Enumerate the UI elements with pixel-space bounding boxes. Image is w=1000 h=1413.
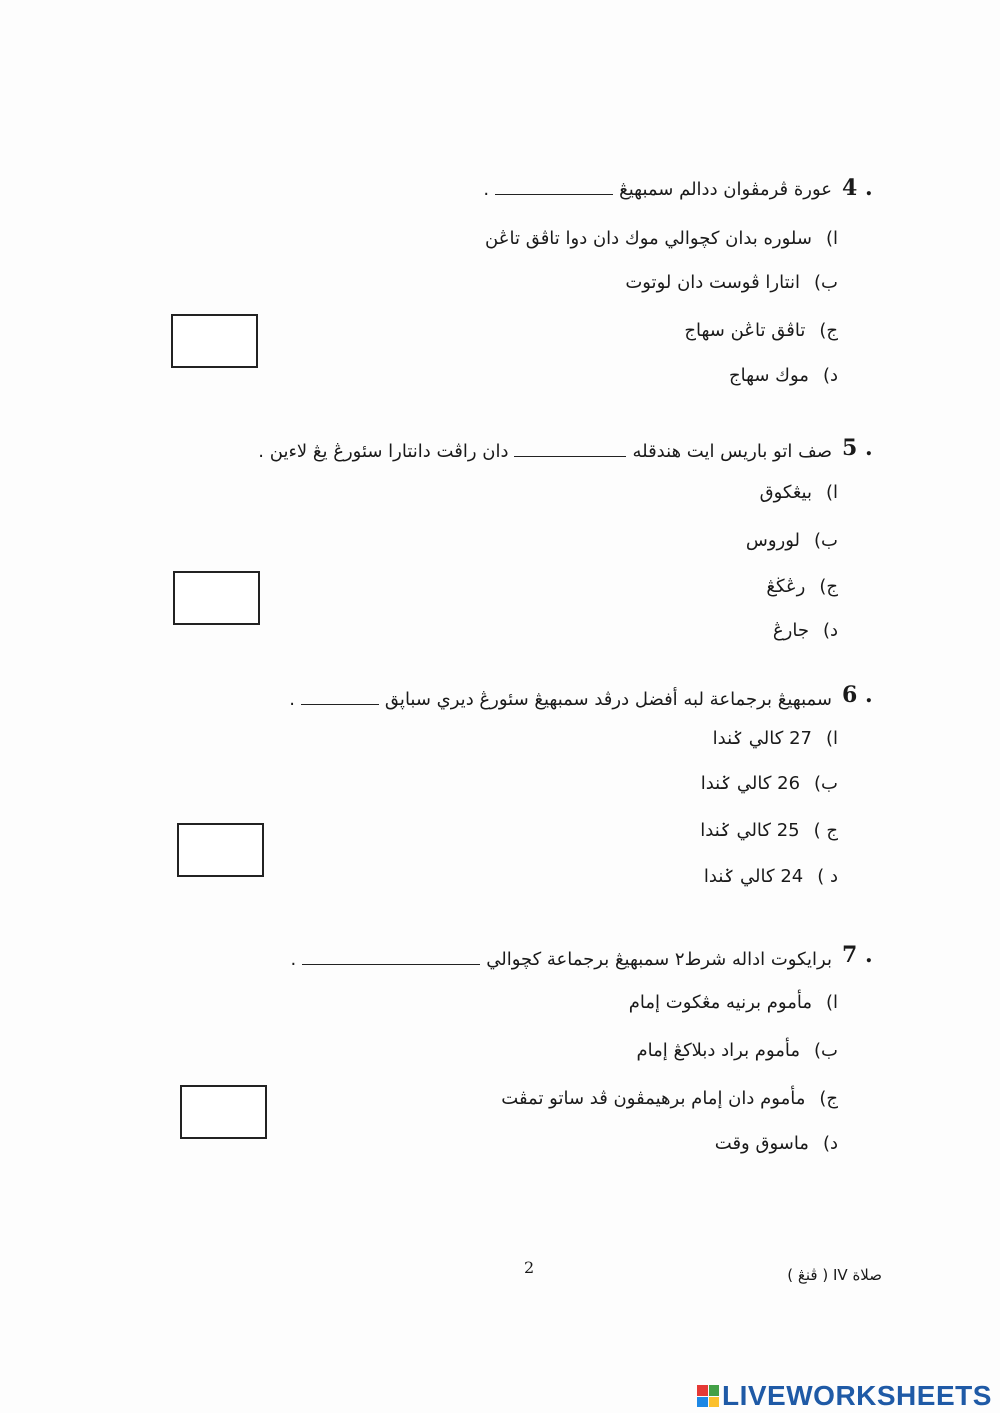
- question-5-option-a: [760, 482, 838, 503]
- question-6-option-c: [700, 820, 838, 841]
- option-text: مأموم دان إمام برهيمڤون ڤد ساتو تمڤت: [501, 1088, 806, 1109]
- option-text: لوروس: [745, 530, 801, 551]
- question-6-stem: [289, 688, 832, 710]
- option-letter: ج): [819, 320, 838, 341]
- page-number: 2: [524, 1258, 535, 1277]
- option-letter: ج): [819, 1088, 838, 1109]
- question-6-stem-text: سمبهيڠ برجماعة لبه أفضل درڤد سمبهيڠ سئورڠ ديري سباڽق: [384, 689, 832, 710]
- option-letter: د): [822, 620, 838, 641]
- question-5-stem-text: صف اتو باريس ايت هندقله: [632, 441, 832, 462]
- option-text: انتارا ڤوست دان لوتوت: [625, 272, 801, 293]
- question-7-option-d: [715, 1133, 838, 1154]
- question-4-answer-box[interactable]: [171, 314, 258, 368]
- option-text: سلوره بدان کچوالي موك دان دوا تاڤق تاڠن: [485, 228, 812, 249]
- brand-name: LIVEWORKSHEETS: [722, 1380, 992, 1411]
- question-4-stem-text: عورة ڤرمڤوان ددالم سمبهيڠ: [619, 179, 832, 200]
- option-letter: ا): [825, 228, 838, 249]
- question-5-answer-box[interactable]: [173, 571, 260, 625]
- question-5-stem: [258, 440, 832, 462]
- question-5-blank: [514, 440, 626, 457]
- option-letter: ا): [825, 482, 838, 503]
- option-letter: ا): [825, 992, 838, 1013]
- option-letter: د): [822, 365, 838, 386]
- question-5-option-d: [773, 620, 838, 641]
- question-5-stem-end: دان راڤت دانتارا سئورڠ يڠ لاءين .: [258, 441, 509, 462]
- option-text: بيڠکوق: [759, 482, 812, 503]
- option-text: 26 کالي ݢندا: [700, 773, 801, 794]
- question-5-option-c: [766, 576, 838, 597]
- option-text: مأموم برنيه مڠکوت إمام: [628, 992, 812, 1013]
- option-letter: ب): [814, 530, 838, 551]
- question-6-option-a: [713, 728, 838, 749]
- question-5-number: 5 .: [842, 435, 873, 461]
- question-6-stem-end: .: [289, 689, 295, 710]
- option-letter: د ): [817, 866, 838, 887]
- paper-code: صلاة IV ( ڤنڠ ): [787, 1266, 882, 1284]
- question-7-stem-end: .: [290, 949, 297, 970]
- question-4-option-d: [729, 365, 838, 386]
- option-letter: ا): [825, 728, 838, 749]
- question-7-option-a: [629, 992, 838, 1013]
- liveworksheets-brand: [697, 1380, 992, 1412]
- question-7-answer-box[interactable]: [180, 1085, 267, 1139]
- question-6-number: 6 .: [842, 682, 873, 708]
- question-4-number: 4 .: [842, 175, 873, 201]
- option-text: موك سهاج: [728, 365, 809, 386]
- option-text: ماسوق وقت: [714, 1133, 809, 1154]
- question-4-option-c: [684, 320, 838, 341]
- liveworksheets-logo-icon: [697, 1385, 719, 1407]
- option-text: جارڠ: [772, 620, 809, 641]
- question-7-number: 7 .: [842, 942, 873, 968]
- option-text: مأموم براد دبلاکڠ إمام: [636, 1040, 801, 1061]
- question-4-stem: [483, 178, 832, 200]
- question-6-option-b: [701, 773, 838, 794]
- option-text: 27 کالي ݢندا: [712, 728, 812, 749]
- option-letter: ج): [819, 576, 838, 597]
- option-letter: د): [822, 1133, 838, 1154]
- option-text: 24 کالي ݢندا: [703, 866, 804, 887]
- question-4-stem-end: .: [483, 179, 490, 200]
- option-letter: ب): [814, 773, 838, 794]
- option-text: 25 کالي ݢندا: [700, 820, 800, 841]
- question-4-option-b: [625, 272, 838, 293]
- question-4-option-a: [485, 228, 838, 249]
- question-7-option-c: [501, 1088, 838, 1109]
- option-letter: ب): [814, 272, 838, 293]
- option-text: رڠڬڠ: [766, 576, 806, 597]
- question-6-answer-box[interactable]: [177, 823, 264, 877]
- question-7-blank: [302, 948, 480, 965]
- question-7-stem: [290, 948, 832, 970]
- question-7-stem-text: برايکوت اداله شرط٢ سمبهيڠ برجماعة کچوالي: [486, 949, 832, 970]
- option-letter: ب): [814, 1040, 838, 1061]
- option-text: تاڤق تاڠن سهاج: [684, 320, 806, 341]
- question-6-option-d: [704, 866, 838, 887]
- question-6-blank: [301, 688, 379, 705]
- question-4-blank: [495, 178, 613, 195]
- question-7-option-b: [637, 1040, 839, 1061]
- option-letter: ج ): [813, 820, 838, 841]
- question-5-option-b: [746, 530, 838, 551]
